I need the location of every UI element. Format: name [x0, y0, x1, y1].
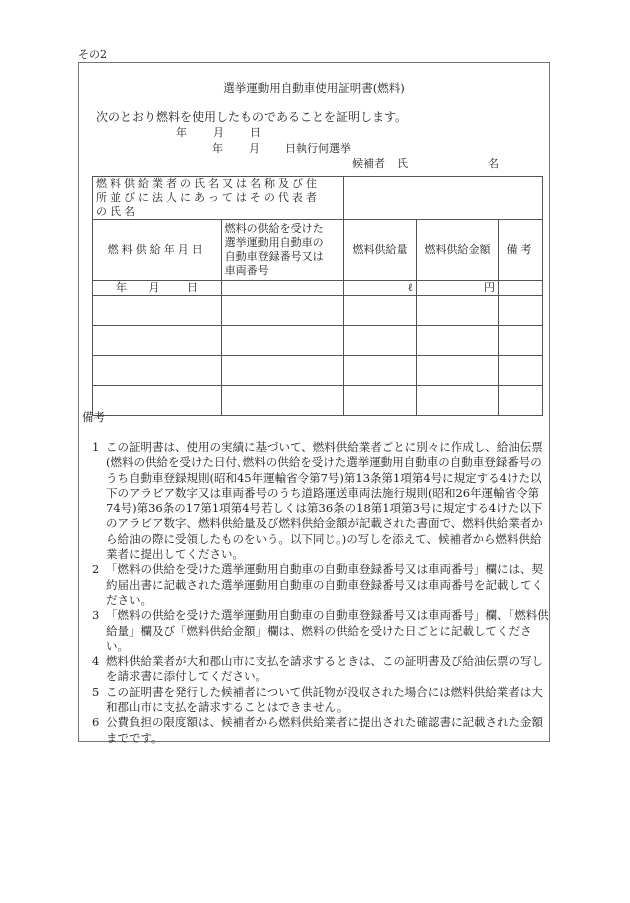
- note-number: 2: [92, 562, 100, 577]
- notes-list: [92, 440, 552, 746]
- note-item: [92, 608, 552, 654]
- header-vehicle-l4: 車両番号: [224, 264, 269, 277]
- note-item: [92, 715, 552, 746]
- date-cell[interactable]: [93, 281, 222, 296]
- amount-cell[interactable]: [417, 281, 499, 296]
- date-year: 年: [176, 126, 187, 139]
- header-remarks: 備考: [499, 220, 543, 281]
- table-row: [93, 281, 543, 296]
- remarks-heading: 備考: [82, 410, 105, 424]
- row-day: 日: [187, 281, 198, 294]
- table-row: [93, 296, 543, 326]
- supplier-header-text: 燃料供給業者の氏名又は名称及び住所並びに法人にあってはその代表者の氏名: [96, 177, 320, 218]
- row-month: 月: [148, 281, 160, 294]
- quantity-cell[interactable]: [344, 296, 417, 326]
- election-name: 日執行何選挙: [285, 142, 351, 155]
- election-year: 年: [212, 142, 223, 155]
- certification-statement: 次のとおり燃料を使用したものであることを証明します。: [96, 110, 408, 124]
- table-row: [93, 356, 543, 386]
- amount-cell[interactable]: [417, 326, 499, 356]
- supplier-name-field[interactable]: [344, 177, 543, 220]
- candidate-surname-label: 氏: [397, 157, 408, 170]
- remarks-cell[interactable]: [499, 386, 543, 416]
- quantity-cell[interactable]: [344, 356, 417, 386]
- amount-cell[interactable]: [417, 386, 499, 416]
- date-cell[interactable]: [93, 296, 222, 326]
- form-number-label: その2: [78, 48, 107, 61]
- remarks-cell[interactable]: [499, 326, 543, 356]
- note-number: 1: [92, 440, 100, 454]
- vehicle-cell[interactable]: [221, 326, 343, 356]
- date-cell[interactable]: [93, 326, 222, 356]
- note-number: 4: [92, 654, 100, 669]
- fuel-supply-table: [92, 176, 543, 416]
- header-date: 燃料供給年月日: [93, 220, 222, 281]
- date-cell[interactable]: [93, 356, 222, 386]
- quantity-cell[interactable]: [344, 386, 417, 416]
- supplier-header-cell: [93, 177, 344, 220]
- note-number: 3: [92, 608, 100, 623]
- election-month: 月: [249, 142, 260, 155]
- header-quantity: 燃料供給量: [344, 220, 417, 281]
- amount-cell[interactable]: [417, 296, 499, 326]
- date-cell[interactable]: [93, 386, 222, 416]
- header-vehicle-l3: 自動車登録番号又は: [224, 250, 324, 263]
- header-vehicle-l1: 燃料の供給を受けた: [224, 222, 324, 235]
- row-year: 年: [116, 281, 127, 294]
- yen-unit: 円: [484, 281, 495, 294]
- header-vehicle: [221, 220, 343, 281]
- note-item: [92, 562, 552, 608]
- date-month: 月: [213, 126, 224, 139]
- vehicle-cell[interactable]: [221, 281, 343, 296]
- amount-cell[interactable]: [417, 356, 499, 386]
- note-text: 「燃料の供給を受けた選挙運動用自動車の自動車登録番号又は車両番号」欄には、契約届出書に記載された選挙運動用自動車の自動車登録番号又は車両番号を記載してください。: [106, 562, 543, 607]
- document-title: 選挙運動用自動車使用証明書(燃料): [223, 81, 405, 95]
- remarks-cell[interactable]: [499, 356, 543, 386]
- note-text: この証明書を発行した候補者について供託物が没収された場合には燃料供給業者は大和郡山市に支払を請求することはできません。: [106, 684, 543, 715]
- candidate-label: 候補者: [352, 157, 385, 170]
- note-text: この証明書は、使用の実績に基づいて、燃料供給業者ごとに別々に作成し、給油伝票(燃料の供給を受けた日付､燃料の供給を受けた選挙運動用自動車の自動車登録番号のうち自動車登録規則(昭和45年運輸省令第7号)第13条第1項第4号に規定する4けた以下のアラビア数字又は車両番号のうち道路運送車両法施行規則(昭和26年運輸省令第74号)第36条の17第1項第4号若しくは第36条の18第1項第3号に規定する4けた以下のアラビア数字、燃料供給量及び燃料供給金額が記載された書面で、燃料供給業者から給油の際に受領したものをいう。以下同じ。)の写しを添えて、候補者から燃料供給業者に提出してください。: [106, 440, 543, 562]
- candidate-given-name-label: 名: [488, 157, 499, 170]
- vehicle-cell[interactable]: [221, 296, 343, 326]
- vehicle-cell[interactable]: [221, 386, 343, 416]
- note-number: 6: [92, 715, 100, 730]
- note-text: 燃料供給業者が大和郡山市に支払を請求するときは、この証明書及び給油伝票の写しを請求書に添付してください。: [106, 654, 543, 684]
- remarks-cell[interactable]: [499, 296, 543, 326]
- header-amount: 燃料供給金額: [417, 220, 499, 281]
- quantity-cell[interactable]: [344, 326, 417, 356]
- table-row: [93, 386, 543, 416]
- note-item: [92, 654, 552, 685]
- vehicle-cell[interactable]: [221, 356, 343, 386]
- date-day: 日: [250, 126, 261, 139]
- liter-unit: ℓ: [407, 281, 413, 294]
- table-row: [93, 326, 543, 356]
- remarks-cell[interactable]: [499, 281, 543, 296]
- quantity-cell[interactable]: [344, 281, 417, 296]
- note-text: 公費負担の限度額は、候補者から燃料供給業者に提出された確認書に記載された金額までです。: [106, 715, 543, 745]
- note-number: 5: [92, 684, 100, 699]
- note-item: [92, 440, 552, 562]
- header-vehicle-l2: 選挙運動用自動車の: [224, 236, 324, 249]
- note-text: 「燃料の供給を受けた選挙運動用自動車の自動車登録番号又は車両番号」欄、「燃料供給量」欄及び「燃料供給金額」欄は、燃料の供給を受けた日ごとに記載してください。: [106, 608, 549, 653]
- note-item: [92, 685, 552, 716]
